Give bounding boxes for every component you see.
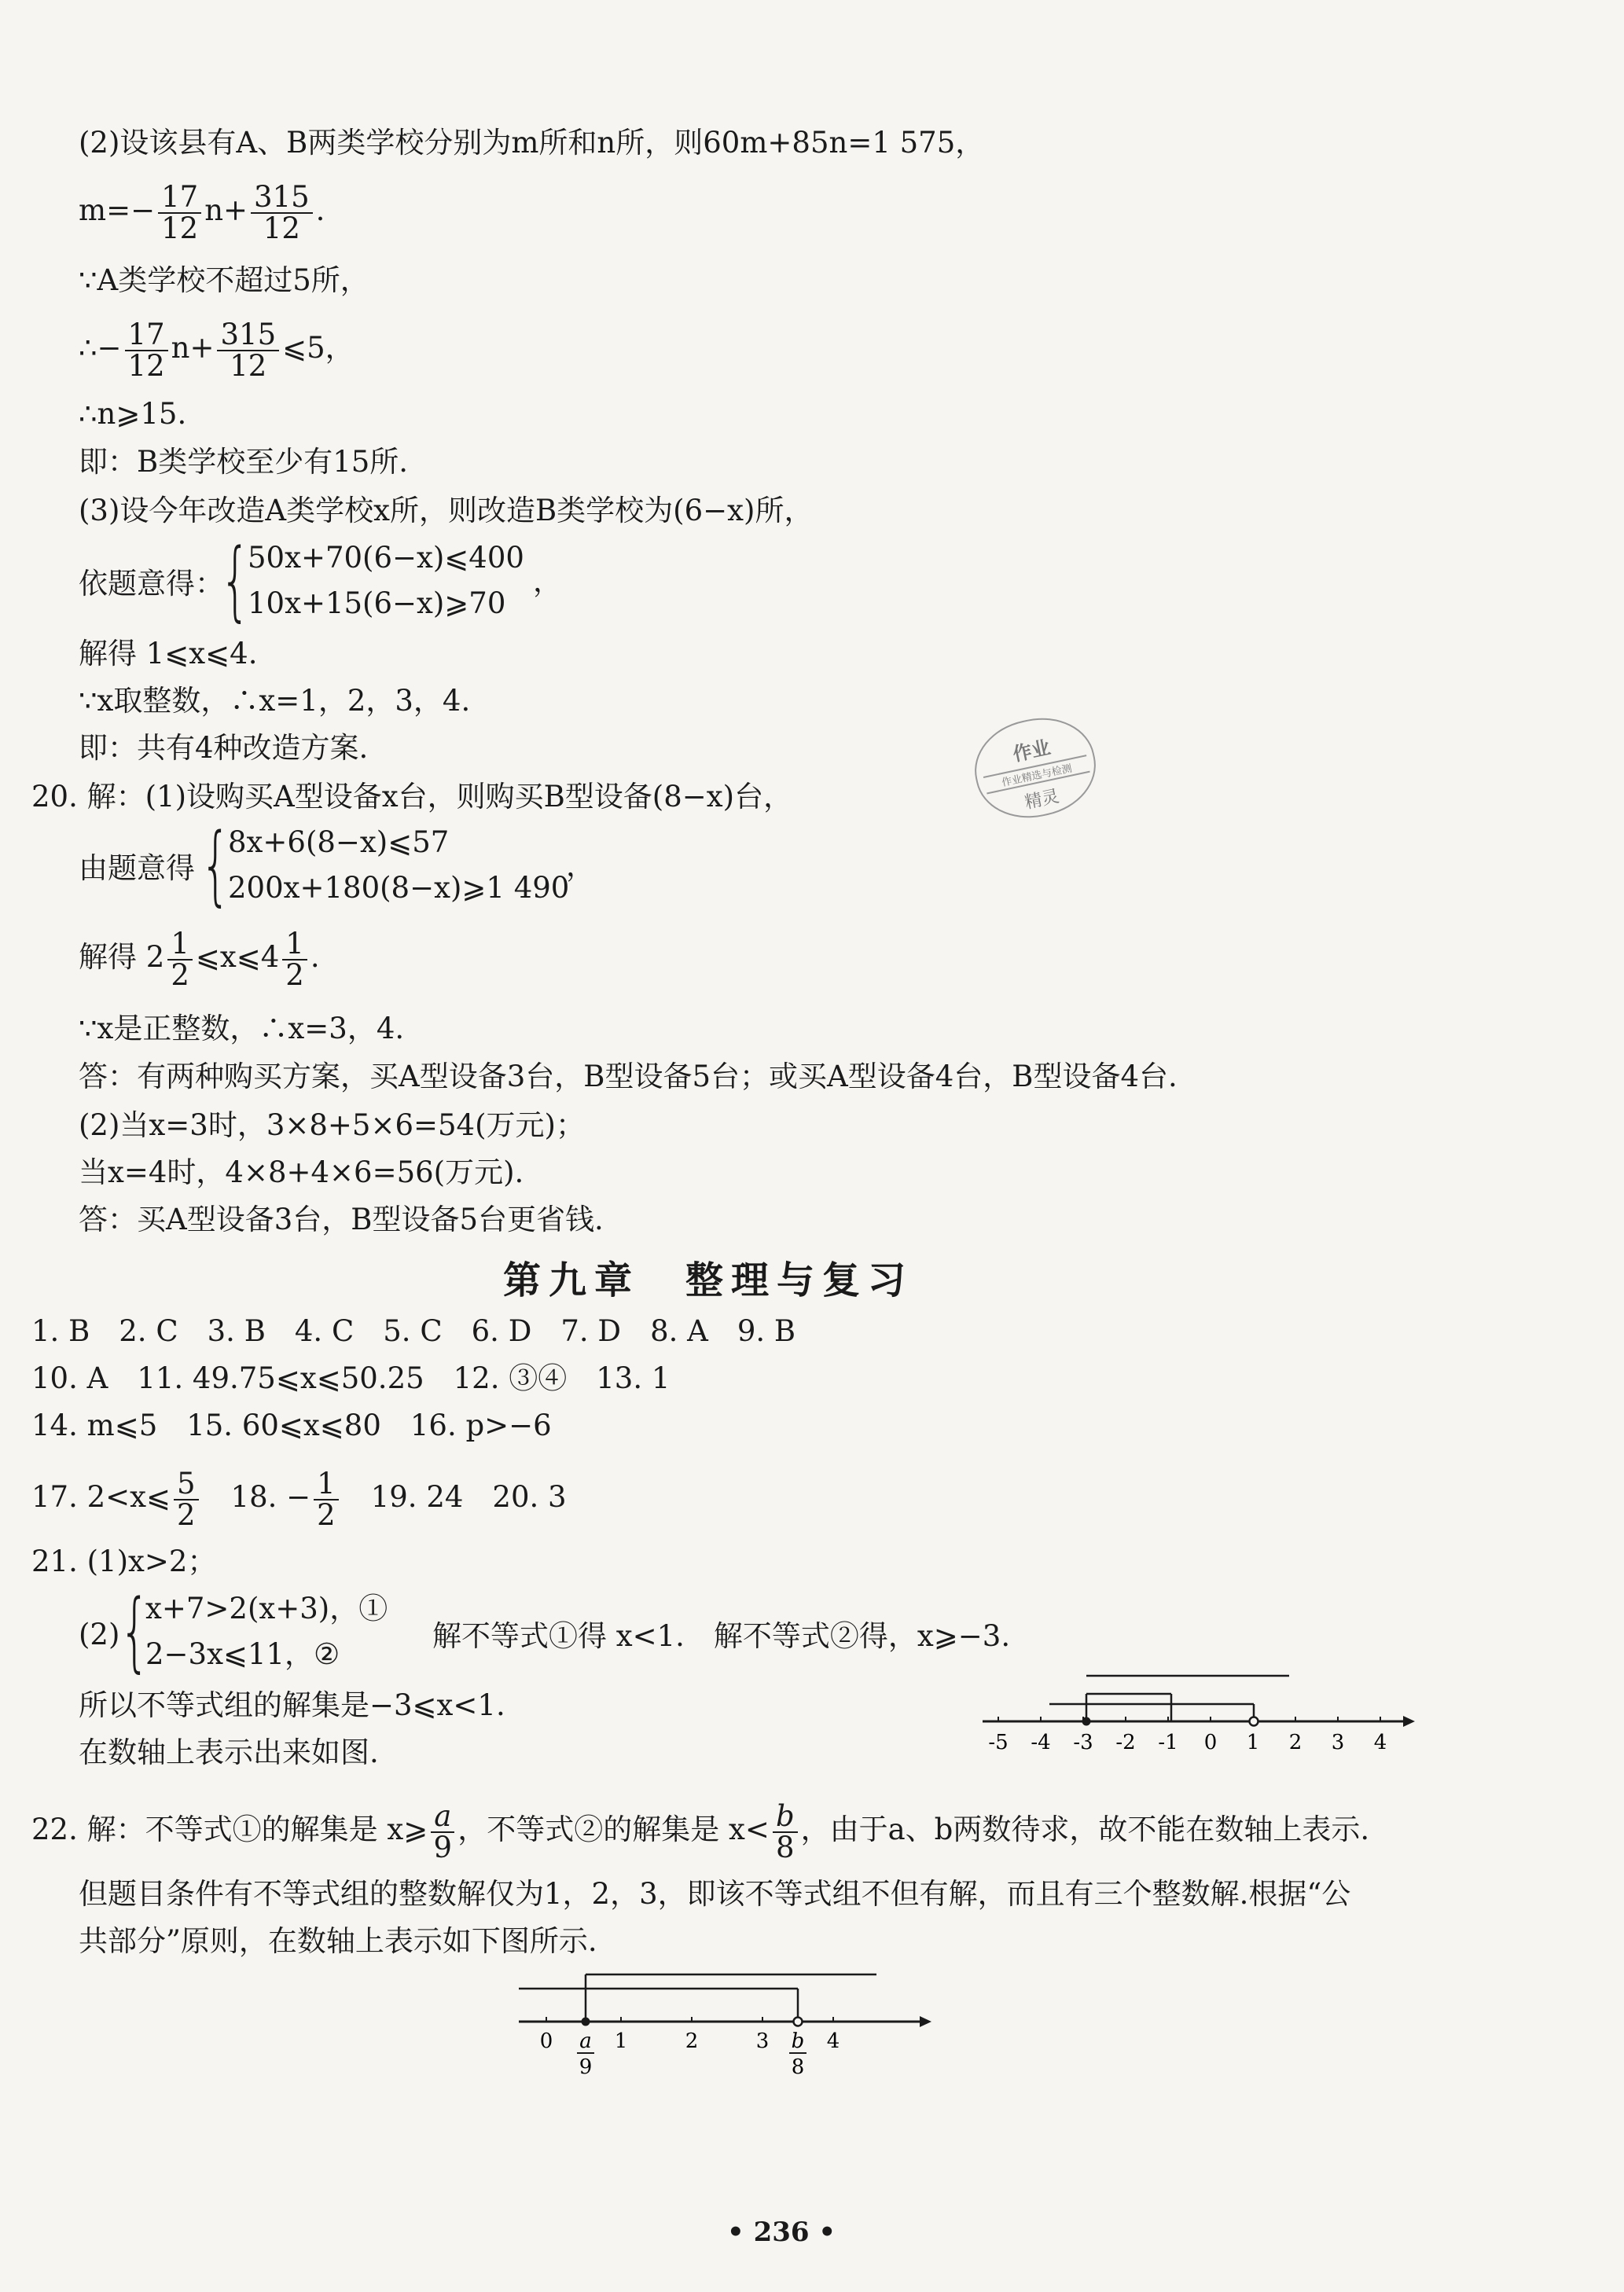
part3-line1: (3)设今年改造A类学校x所，则改造B类学校为(6−x)所， (79, 494, 814, 527)
closed-point-icon (582, 2018, 590, 2026)
q20-line1: 20. 解：(1)设购买A型设备x台，则购买B型设备(8−x)台， (31, 780, 793, 814)
axis-label-a-denominator: 9 (579, 2055, 593, 2079)
part2-line2: m=− $\frac{17}{12}$ n+ $\frac{315}{12}$ . (79, 179, 325, 245)
axis-tick-label: -3 (1073, 1731, 1093, 1754)
q21-row1: x+7>2(x+3)，① (145, 1592, 388, 1625)
axis-label-b-denominator: 8 (791, 2055, 805, 2079)
closed-point-icon (1082, 1717, 1091, 1726)
axis-tick-label: -5 (988, 1731, 1009, 1754)
axis-label-a: a (579, 2029, 592, 2053)
part2-line1: (2)设该县有A、B两类学校分别为m所和n所，则60m+85n=1 575， (79, 126, 985, 160)
axis-tick-label: 2 (1288, 1731, 1303, 1754)
axis-label-b: b (791, 2029, 805, 2053)
axis-tick-label: -2 (1115, 1731, 1136, 1754)
q21-line1: 21. (1)x>2； (31, 1545, 217, 1578)
brace-icon: { (220, 530, 251, 630)
part2-line6: 即：B类学校至少有15所. (79, 445, 409, 479)
axis-tick-label: 4 (826, 2029, 840, 2053)
axis-tick-label: -1 (1158, 1731, 1178, 1754)
open-point-icon (794, 2018, 803, 2026)
number-line-q22 (511, 1965, 935, 2107)
q20-line8: 答：买A型设备3台，B型设备5台更省钱. (79, 1203, 604, 1236)
part2-line4: ∴− $\frac{17}{12}$ n+ $\frac{315}{12}$ ⩽5， (79, 317, 355, 383)
brace-icon: { (119, 1581, 150, 1681)
open-point-icon (1250, 1717, 1258, 1726)
part3-line4: ∵x取整数，∴x=1，2，3，4. (79, 684, 471, 718)
q20-line5: 答：有两种购买方案，买A型设备3台，B型设备5台；或买A型设备4台，B型设备4台. (79, 1060, 1178, 1093)
q20-system: 由题意得 { 8x+6(8−x)⩽57 200x+180(8−x)⩾1 490 ， (79, 814, 595, 915)
q20-solution: 解得 2 $\frac{1}{2}$ ⩽x⩽4 $\frac{1}{2}$ . (79, 926, 320, 992)
axis-tick-label: 1 (614, 2029, 628, 2053)
q20-line4: ∵x是正整数，∴x=3，4. (79, 1012, 405, 1045)
axis-tick-label: 1 (1246, 1731, 1260, 1754)
axis-tick-label: -4 (1031, 1731, 1051, 1754)
q21-row2: 2−3x⩽11，② (145, 1637, 340, 1671)
part3-line5: 即：共有4种改造方案. (79, 731, 369, 765)
q21-line3: 所以不等式组的解集是−3⩽x<1. (79, 1688, 505, 1722)
axis-tick-label: 4 (1373, 1731, 1387, 1754)
chapter-title: 第九章 整理与复习 (503, 1258, 914, 1302)
q20-line7: 当x=4时，4×8+4×6=56(万元). (79, 1155, 524, 1189)
q22-line1: 22. 解：不等式①的解集是 x⩾ $\frac{a}{9}$ ，不等式②的解集是 x< $\frac{b}{8}$ ，由于a、b两数待求，故不能在数轴上表示. (31, 1798, 1370, 1864)
part2-line5: ∴n⩾15. (79, 397, 187, 431)
q20-line6: (2)当x=3时，3×8+5×6=54(万元)； (79, 1108, 585, 1142)
q22-line2: 但题目条件有不等式组的整数解仅为1，2，3，即该不等式组不但有解，而且有三个整数解.根据“公 (79, 1877, 1351, 1911)
number-line-q21 (975, 1674, 1415, 1761)
q20-lead: 由题意得 (79, 851, 195, 885)
part3-line3: 解得 1⩽x⩽4. (79, 637, 258, 670)
q21-line4: 在数轴上表示出来如图. (79, 1736, 379, 1769)
axis-tick-label: 3 (1331, 1731, 1345, 1754)
q21-note: 解不等式①得 x<1. 解不等式②得，x⩾−3. (432, 1619, 1011, 1653)
axis-tick-label: 0 (1203, 1731, 1218, 1754)
stamp-logo: 作业 作业精选与检测 精灵 (966, 707, 1104, 828)
axis-tick-label: 2 (685, 2029, 699, 2053)
q21-system (79, 1581, 487, 1681)
axis-tick-label: 0 (539, 2029, 553, 2053)
q20-row2: 200x+180(8−x)⩾1 490 (228, 871, 570, 905)
brace-icon: { (200, 814, 231, 915)
part2-line3: ∵A类学校不超过5所， (79, 263, 369, 297)
part3-system: 依题意得： { 50x+70(6−x)⩽400 10x+15(6−x)⩾70 ， (79, 530, 562, 630)
answers-row1: 1. B 2. C 3. B 4. C 5. C 6. D 7. D 8. A 9. B (31, 1314, 796, 1348)
axis-tick-label: 3 (755, 2029, 770, 2053)
page-number: • 236 • (727, 2217, 836, 2248)
q22-line3: 共部分”原则，在数轴上表示如下图所示. (79, 1924, 597, 1958)
answers-row4: 17. 2<x⩽ $\frac{5}{2}$ 18. − $\frac{1}{2}$ 19. 24 20. 3 (31, 1466, 567, 1532)
answers-row2: 10. A 11. 49.75⩽x⩽50.25 12. ③④ 13. 1 (31, 1361, 671, 1395)
part3-row1: 50x+70(6−x)⩽400 (248, 541, 524, 575)
q20-row1: 8x+6(8−x)⩽57 (228, 825, 450, 859)
q21-label: (2) (79, 1618, 120, 1651)
answers-row3: 14. m⩽5 15. 60⩽x⩽80 16. p>−6 (31, 1409, 552, 1442)
part3-lead: 依题意得： (79, 567, 224, 601)
part3-row2: 10x+15(6−x)⩾70 (248, 586, 506, 620)
